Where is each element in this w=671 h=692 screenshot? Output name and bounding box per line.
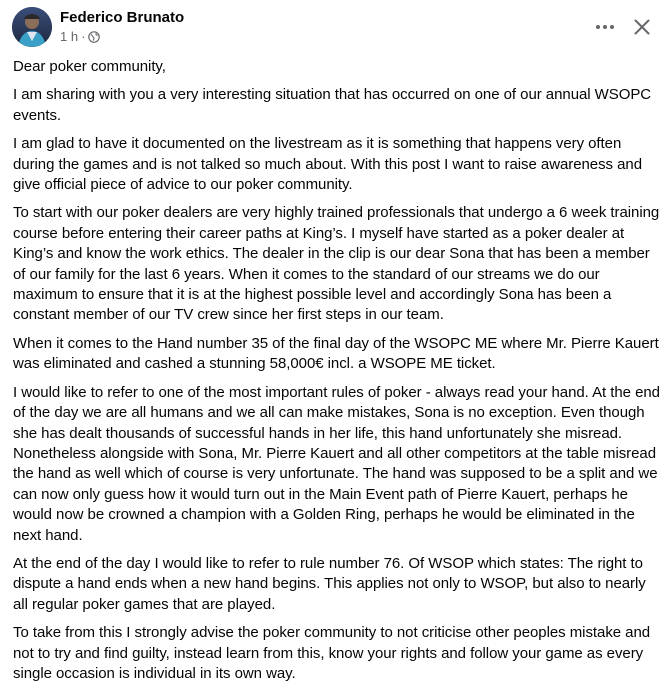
post-paragraph: When it comes to the Hand number 35 of the final day of the WSOPC ME where Mr. Pierre Kauert was eliminated and cashed a stunning 58,000€ incl. a WSOPE ME ticket. [13, 334, 659, 373]
post-paragraph: I would like to refer to one of the most important rules of poker - always read your hand. At the end of the day we are all humans and we all can make mistakes, Sona is no exception. Even though she has dealt thousands of successful hands in her life, this hand unfortunately she misread. Nonetheless alongside with Sona, Mr. Pierre Kauert and all other competitors at the table misread the hand as well which of course is very unfortunate. The hand was supposed to be a split and we can now only guess how it would turn out in the Main Event path of Pierre Kauert, perhaps he would now be crowned a champion with a Golden Ring, perhaps he would be eliminated in the next hand. [13, 383, 660, 544]
post-paragraph: Dear poker community, [13, 58, 166, 75]
post-paragraph: I am sharing with you a very interesting situation that has occurred on one of our annual WSOPC events. [13, 86, 652, 124]
post-paragraph: I am glad to have it documented on the livestream as it is something that happens very often during the games and is not talked so much about. With this post I want to raise awareness and give official piece of advice to our poker community. [13, 135, 642, 194]
profile-picture [12, 7, 52, 47]
more-horizontal-icon [595, 24, 615, 30]
close-icon [634, 19, 650, 35]
post-header [0, 0, 671, 52]
globe-icon [88, 31, 100, 43]
meta-separator: · [81, 29, 86, 44]
post-paragraph: At the end of the day I would like to refer to rule number 76. Of WSOP which states: The right to dispute a hand ends when a new hand begins. This applies not only to WSOP, but also to nearly all regular poker games that are played. [13, 554, 646, 613]
post-paragraph: To start with our poker dealers are very highly trained professionals that undergo a 6 week training course before entering their career paths at King’s. I myself have started as a poker dealer at King’s and know the work ethics. The dealer in the clip is our dear Sona that has been a member of our family for the last 6 years. When it comes to the standard of our streams we do our maximum to ensure that it is at the highest possible level and accordingly Sona has been a constant member of our TV crew since her first steps in our team. [13, 204, 660, 324]
post-paragraph: To take from this I strongly advise the poker community to not criticise other peoples mistake and not to try and find guilty, instead learn from this, know your rights and follow your game as every single occasion is individual in its own way. [13, 624, 651, 682]
post-timestamp[interactable]: 1 h [60, 29, 79, 44]
post-meta [60, 29, 100, 45]
post-body [13, 57, 661, 692]
avatar[interactable] [12, 7, 52, 47]
author-name[interactable]: Federico Brunato [60, 9, 185, 26]
more-options-button[interactable] [592, 14, 618, 40]
close-button[interactable] [629, 14, 655, 40]
